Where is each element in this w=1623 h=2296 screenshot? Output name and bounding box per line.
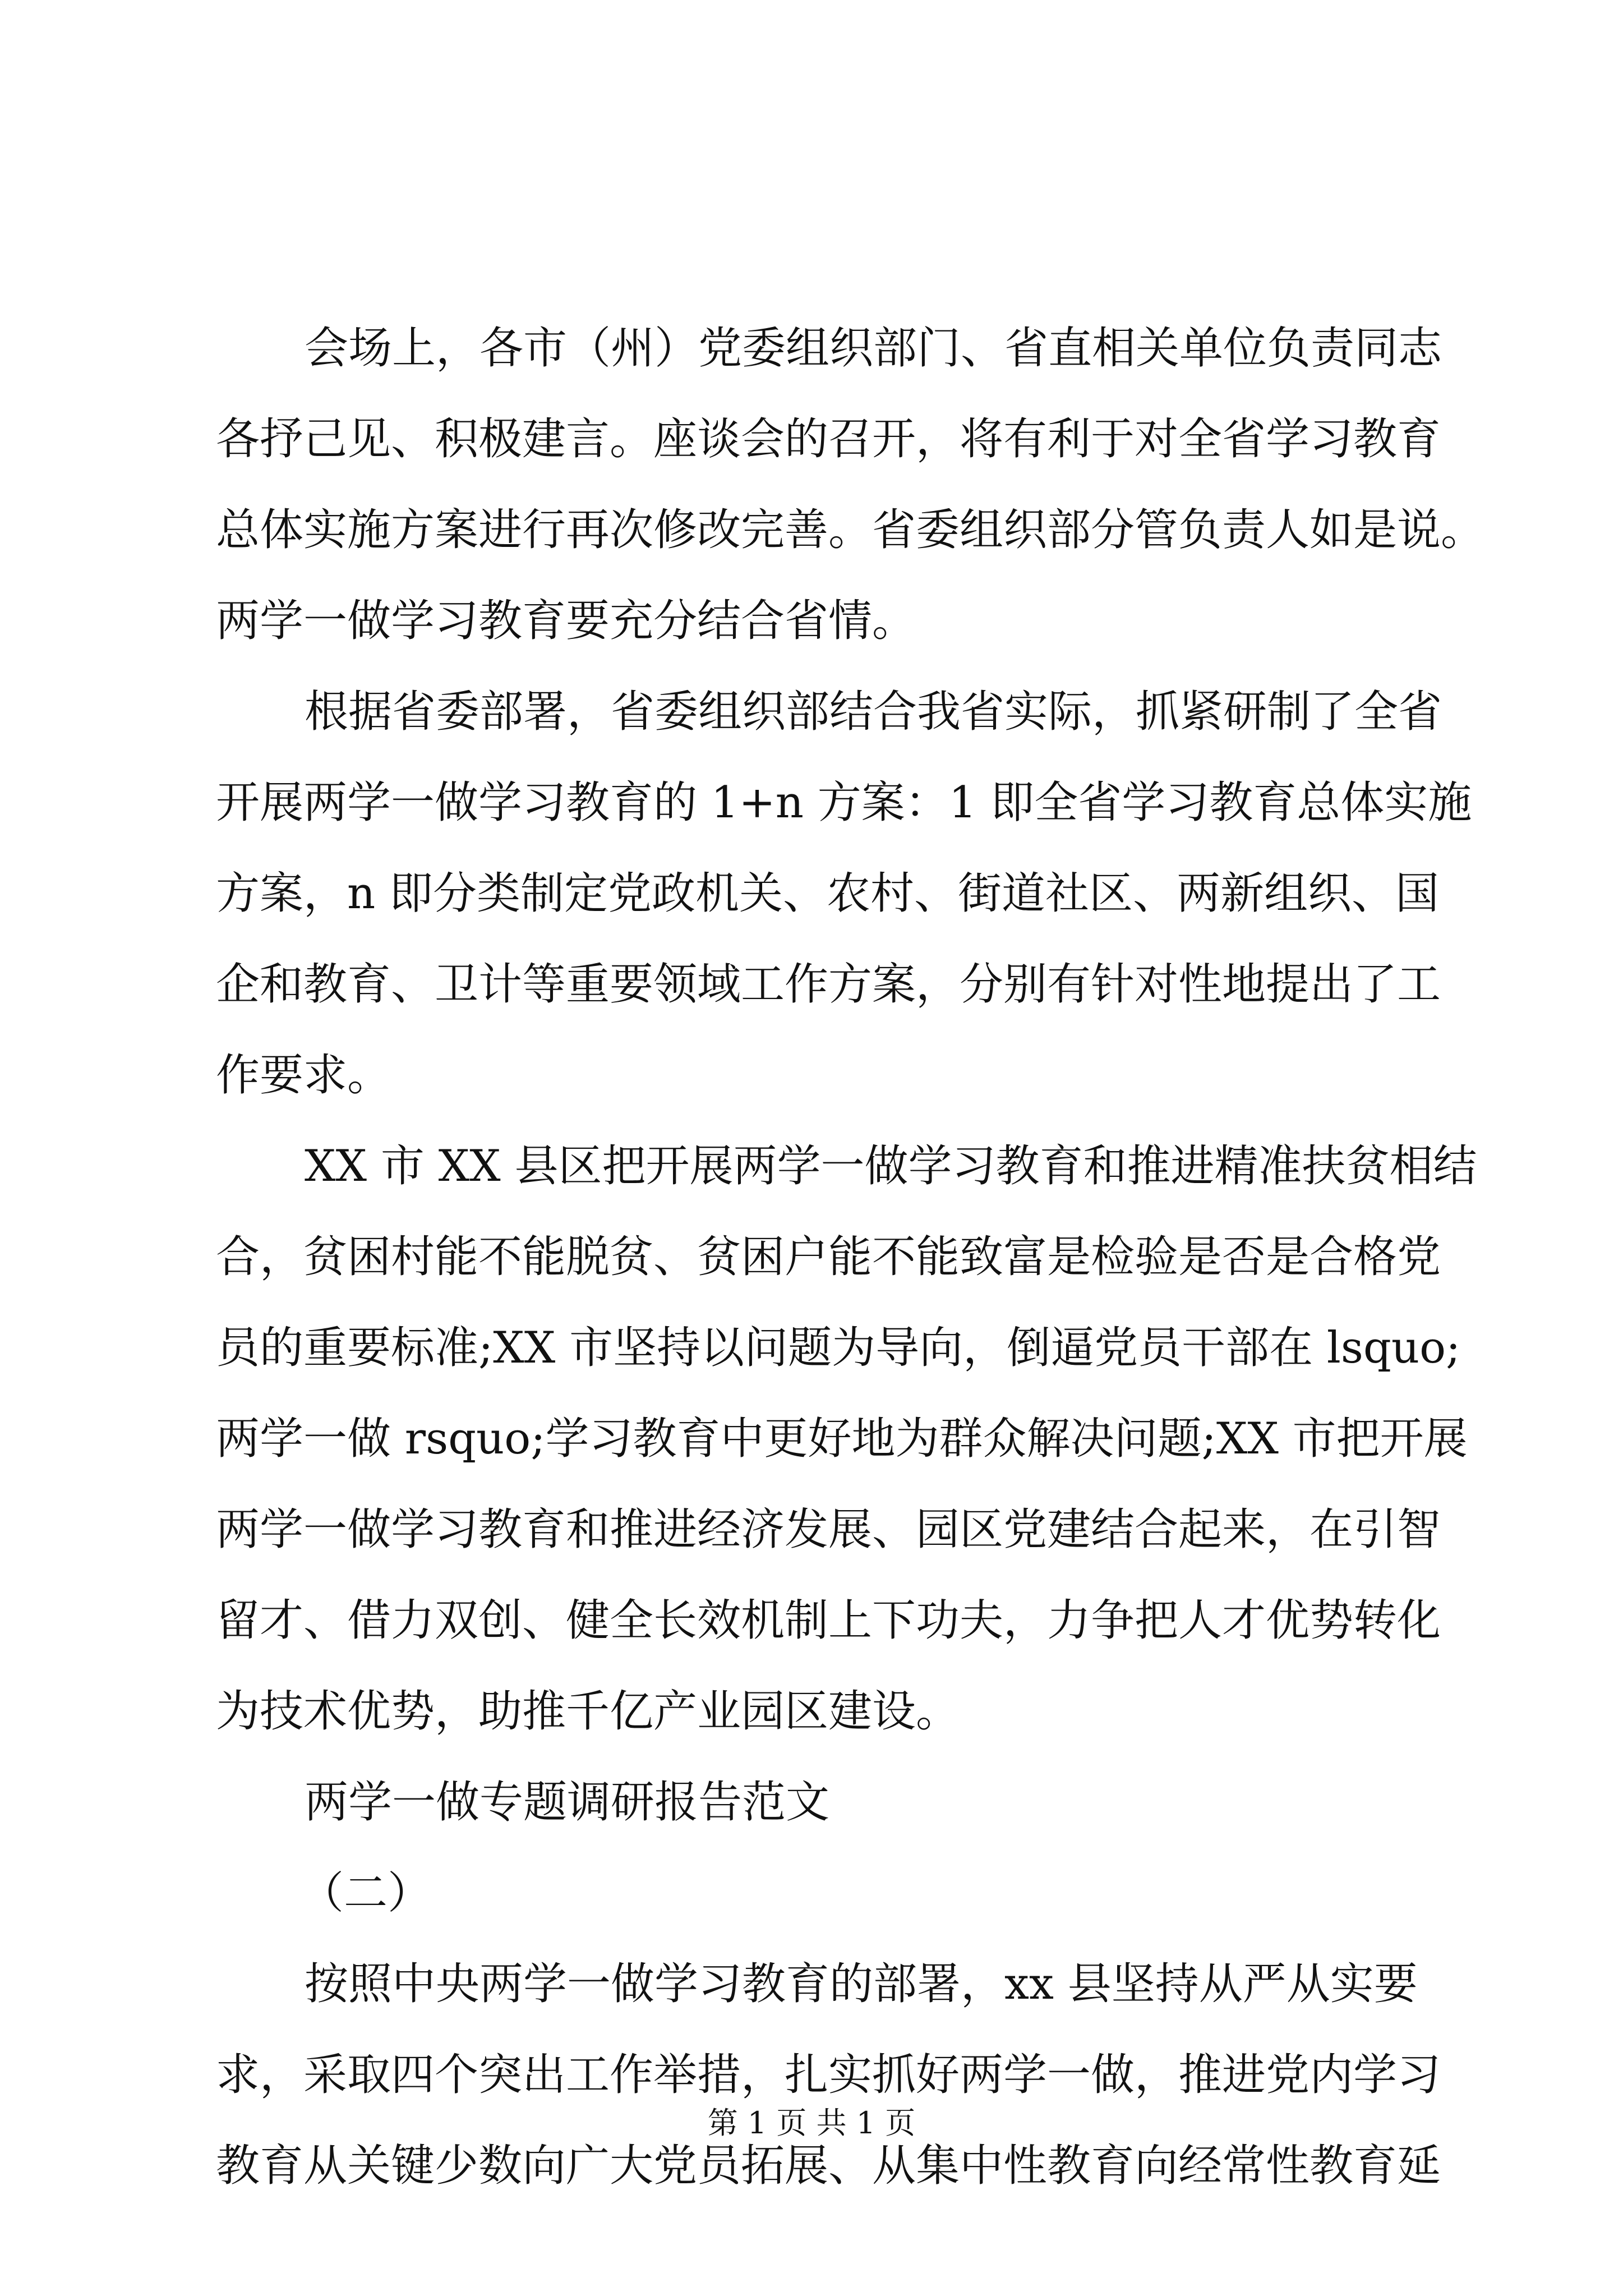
text-line: 总体实施方案进行再次修改完善。省委组织部分管负责人如是说。 [216,505,1485,555]
text-line: 两学一做学习教育和推进经济发展、园区党建结合起来，在引智 [216,1504,1441,1555]
text-line: 作要求。 [216,1050,391,1101]
text-line: 两学一做学习教育要充分结合省情。 [216,596,916,646]
text-line: 按照中央两学一做学习教育的部署，xx 县坚持从严从实要 [305,1959,1418,2009]
document-body [216,303,1485,2211]
text-line: 员的重要标准;XX 市坚持以问题为导向，倒逼党员干部在 lsquo; [216,1323,1461,1373]
text-line: 方案，n 即分类制定党政机关、农村、街道社区、两新组织、国 [216,868,1440,919]
text-line: 教育从关键少数向广大党员拓展、从集中性教育向经常性教育延 [216,2141,1441,2191]
text-line: 合，贫困村能不能脱贫、贫困户能不能致富是检验是否是合格党 [216,1232,1441,1282]
text-line: 为技术优势，助推千亿产业园区建设。 [216,1686,960,1737]
text-line: 根据省委部署，省委组织部结合我省实际，抓紧研制了全省 [305,687,1442,737]
text-line: 求，采取四个突出工作举措，扎实抓好两学一做，推进党内学习 [216,2050,1441,2100]
text-line: 开展两学一做学习教育的 1+n 方案：1 即全省学习教育总体实施 [216,777,1472,828]
text-line: 两学一做 rsquo;学习教育中更好地为群众解决问题;XX 市把开展 [216,1414,1468,1464]
text-line: 企和教育、卫计等重要领域工作方案，分别有针对性地提出了工 [216,959,1441,1010]
text-line: 各抒己见、积极建言。座谈会的召开，将有利于对全省学习教育 [216,414,1441,464]
text-line: 留才、借力双创、健全长效机制上下功夫，力争把人才优势转化 [216,1595,1441,1646]
page-footer: 第 1 页 共 1 页 [707,2105,916,2141]
text-line: XX 市 XX 县区把开展两学一做学习教育和推进精准扶贫相结 [305,1141,1477,1191]
section-heading: 两学一做专题调研报告范文 [305,1777,830,1828]
section-number: （二） [300,1868,432,1918]
text-line: 会场上，各市（州）党委组织部门、省直相关单位负责同志 [305,323,1442,374]
